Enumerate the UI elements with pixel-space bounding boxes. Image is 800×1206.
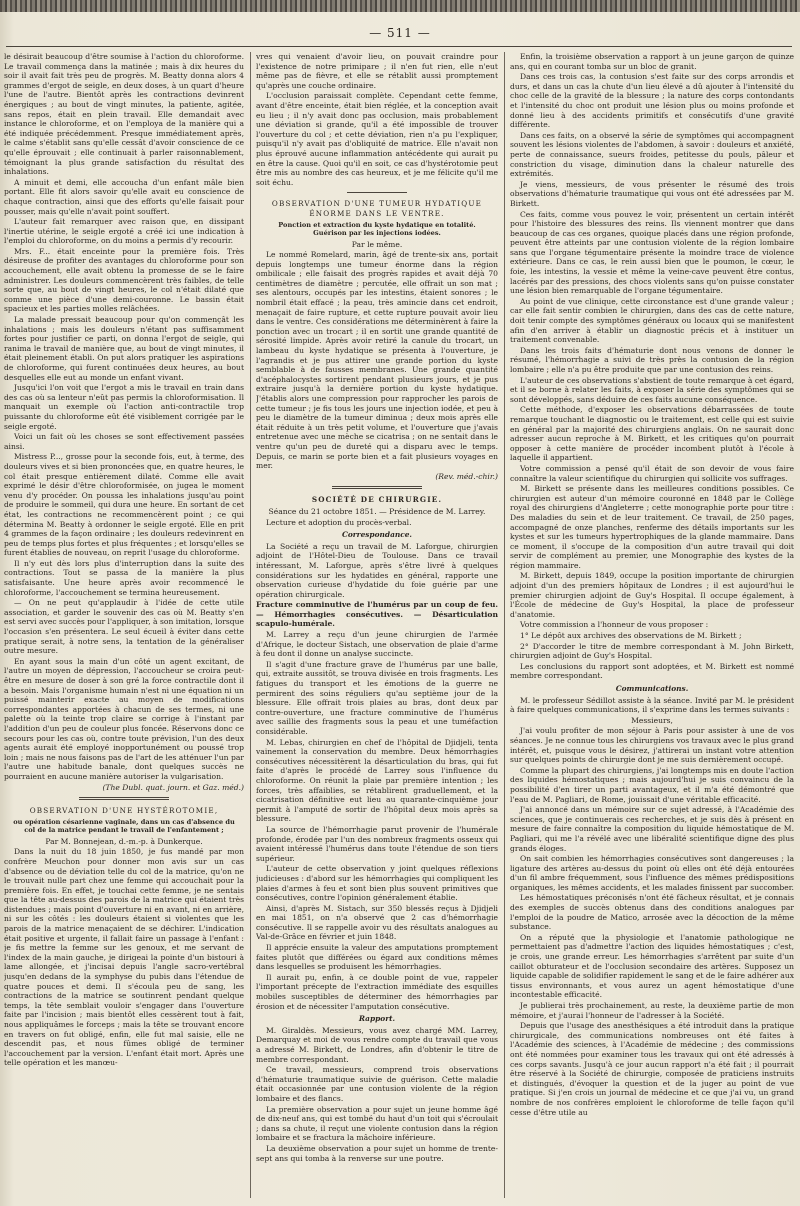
paragraph: Au point de vue clinique, cette circonstance est d'une grande valeur ; car elle fait sentir combien le chirurgien, dans des cas de cette nature, doit tenir compte des symptômes généraux ou locaux qui se manifestent afin d'en arriver à établir un diagnostic précis et à instituer un traitement convenable. [510, 296, 794, 345]
paragraph: vres qui venaient d'avoir lieu, on pouvait craindre pour l'existence de notre primipare ; il n'en fut rien, elle n'eut même pas de fièvre, et elle se rétablit aussi promptement qu'après une couche ordinaire. [256, 52, 498, 90]
paragraph: Dans ces trois cas, la contusion s'est faite sur des corps arrondis et durs, et dans un cas la chute d'un lieu élevé a dû ajouter à l'intensité du choc celle de la gravité de la blessure ; la nature des corps contondants et l'intensité du choc ont produit une lésion plus ou moins profonde et donné lieu à des accidents primitifs et consécutifs d'une gravité différente. [510, 72, 794, 130]
paragraph: M. Birkett se présente dans les meilleures conditions possibles. Ce chirurgien est auteur d'un mémoire couronné en 1848 par le Collège royal des chirurgiens d'Angleterre ; cette monographie porte pour titre : Des maladies du sein et de leur traitement. Ce travail, de 250 pages, accompagné de onze planches, renferme des détails importants sur les kystes et sur les tumeurs hypertrophiques de la glande mammaire. Dans ce moment, il s'occupe de la composition d'un autre travail qui doit servir de complément au premier, une Monographie des kystes de la région mammaire. [510, 484, 794, 570]
paragraph: M. Birkett, depuis 1849, occupe la position importante de chirurgien adjoint d'un des premiers hôpitaux de Londres ; il est aujourd'hui le premier chirurgien adjoint de Guy's Hospital. Il occupe également, à l'École de médecine de Guy's Hospital, la place de professeur d'anatomie. [510, 571, 794, 619]
paragraph: En ayant sous la main d'un côté un agent excitant, de l'autre un moyen de dépression, l'accoucheur se croira peut-être en mesure de doser à son gré la force contractile dont il a besoin. Mais l'organisme humain n'est ni une équation ni un puissé mainterir exacte au moyen de modifications correspondantes apportées à chacun de ses termes, ni une palette où la teinte trop claire se corrige à l'instant par l'addition d'un peu de couleur plus foncée. Réservons donc ce secours pour les cas où, contre toute prévision, l'un des deux agents aurait été employé inopportunément ou poussé trop loin ; mais ne nous faisons pas de l'art de les atténuer l'un par l'autre une habitude banale, dont quelques succès ne pourraient en aucune manière autoriser la vulgarisation. [4, 656, 244, 781]
paragraph: Les hémostatiques préconisés n'ont été fâcheux résultat, et je connais des exemples de succès obtenus dans des conditions analogues par l'emploi de la poudre de Matico, arrosée avec la décoction de la même substance. [510, 893, 794, 932]
column-3 [510, 52, 794, 1198]
paragraph: Ces faits, comme vous pouvez le voir, présentent un certain intérêt pour l'histoire des blessures des reins. Ils viennent montrer que dans beaucoup de cas ces organes, quoique placés dans une région profonde, peuvent être atteints par une contusion violente de la région lombaire sans que l'organe tégumentaire présente la moindre trace de violence extérieure. Dans ce cas, le rein aussi bien que le poumon, le cœur, le foie, les intestins, la vessie et même la veine-cave peuvent être contus, lacérés par des pressions, des chocs violents sans qu'on puisse constater une lésion bien remarquable de l'organe tégumentaire. [510, 209, 794, 296]
header-rule [6, 46, 792, 47]
paragraph: 2° D'accorder le titre de membre correspondant à M. John Birkett, chirurgien adjoint de Guy's Hospital. [510, 641, 794, 661]
paragraph: Il n'y eut dès lors plus d'interruption dans la suite des contractions. Tout se passa de la manière la plus satisfaisante. Une heure après avoir recommencé le chloroforme, l'accouchement se termina heureusement. [4, 558, 244, 597]
paragraph: Il aurait pu, enfin, à ce double point de vue, rappeler l'important précepte de l'extraction immédiate des esquilles mobiles susceptibles de déterminer des hémorrhagies par érosion et de nécessiter l'amputation consécutive. [256, 972, 498, 1011]
paragraph: Le nommé Romelard, marin, âgé de trente-six ans, portait depuis longtemps une tumeur énorme dans la région ombilicale ; elle faisait des progrès rapides et avait déjà 70 centimètres de diamètre ; percutée, elle offrait un son mat ; ses alentours, occupés par les intestins, étaient sonores ; le nombril était effacé ; la peau, très amincie dans cet endroit, menaçait de faire rupture, et cette rupture pouvait avoir lieu dans le ventre. Ces considérations me déterminèrent à faire la ponction avec un trocart ; il en sortit une grande quantité de sérosité limpide. Après avoir retiré la canule du trocart, un lambeau du kyste hydatique se présenta à l'ouverture, je l'agrandis et je pus attirer une grande portion du kyste semblable à de fausses membranes. Une grande quantité d'acéphalocystes sortirent pendant plusieurs jours, et je pus extraire jusqu'à la dernière portion du kyste hydatique. J'établis alors une compression pour rapprocher les parois de cette tumeur ; je fis tous les jours une injection iodée, et peu à peu le diamètre de la tumeur diminua ; deux mois après elle était réduite à un très petit volume, et l'ouverture que j'avais entretenue avec une mèche se cicatrisa ; on ne sentait dans le ventre qu'un peu de dureté qui a disparu avec le temps. Depuis, ce marin se porte bien et a fait plusieurs voyages en mer. [256, 250, 498, 471]
paragraph: M. Giraldès. Messieurs, vous avez chargé MM. Larrey, Demarquay et moi de vous rendre compte du travail que vous a adressé M. Birkett, de Londres, afin d'obtenir le titre de membre correspondant. [256, 1025, 498, 1064]
column-separator [250, 52, 251, 1198]
paragraph: On sait combien les hémorrhagies consécutives sont dangereuses ; la ligature des artères au-dessus du point où elles ont été déjà entourées d'un fil ambre fréquemment, sous l'influence des mêmes prédispositions organiques, les mêmes accidents, et les malades finissent par succomber. [510, 854, 794, 892]
binding-edge [0, 0, 800, 12]
paragraph: Les conclusions du rapport sont adoptées, et M. Birkett est nommé membre correspondant. [510, 661, 794, 681]
paragraph: Comme la plupart des chirurgiens, j'ai longtemps mis en doute l'action des liquides hémostatiques ; mais aujourd'hui je suis convaincu de la possibilité d'en tirer un parti avantageux, et il m'a été démontré que l'eau de M. Pagliari, de Rome, jouissait d'une véritable efficacité. [510, 765, 794, 804]
paragraph: La malade pressait beaucoup pour qu'on commençât les inhalations ; mais les douleurs n'étant pas suffisamment fortes pour justifier ce parti, on donna l'ergot de seigle, qui ranima le travail de manière que, au bout de vingt minutes, il était pleinement établi. On put alors pratiquer les aspirations de chloroforme, qui furent continuées deux heures, au bout desquelles elle eut au monde un enfant vivant. [4, 315, 244, 382]
paragraph: Je viens, messieurs, de vous présenter le résumé des trois observations d'hématurie traumatique qui vous ont été adressées par M. Birkett. [510, 179, 794, 208]
col1-body [4, 52, 244, 792]
paragraph: M. Larrey a reçu d'un jeune chirurgien de l'armée d'Afrique, le docteur Sistach, une observation de plaie d'arme à feu dont il donne un analyse succincte. [256, 630, 498, 659]
source-citation: (Rev. méd.-chir.) [435, 471, 498, 481]
paragraph: J'ai annoncé dans un mémoire sur ce sujet adressé, à l'Académie des sciences, que je continuerais ces recherches, et je suis dès à présent en mesure de faire connaître la composition du liquide hémostatique de M. Pagliari, qui me l'a révélé avec une libéralité scientifique digne des plus grands éloges. [510, 805, 794, 853]
page-number: — 511 — [369, 26, 431, 40]
paragraph: Mistress P..., grosse pour la seconde fois, eut, à terme, des douleurs vives et si bien prononcées que, en quatre heures, le col était presque entièrement dilaté. Comme elle avait exprimé le désir d'être chloroformisée, on jugea le moment venu d'y procéder. On poussa les inhalations jusqu'au point de produire le sommeil, qui dura une heure. En sortant de cet état, les contractions ne recommencèrent point ; ce qui détermina M. Beatty à ordonner le seigle ergoté. Elle en prit 4 grammes de la façon ordinaire ; les douleurs redevinrent en peu de temps plus fortes et plus fréquentes ; et lorsqu'elles se furent établies de nouveau, on reprit l'usage du chloroforme. [4, 452, 244, 558]
column-2 [256, 52, 498, 1198]
article-author: Par M. Bonnejean, d.-m.-p. à Dunkerque. [45, 836, 203, 846]
paragraph: L'occlusion paraissait complète. Cependant cette femme, avant d'être enceinte, était bien réglée, et la conception avait eu lieu ; il n'y avait donc pas occlusion, mais probablement une déviation si grande, qu'il a été impossible de trouver l'ouverture du col ; et cette déviation, rien n'a pu l'expliquer, puisqu'il n'y avait pas d'obliquité de matrice. Elle n'avait non plus éprouvé aucune inflammation antécédente qui aurait pu en être la cause. Quoi qu'il en soit, ce cas d'hystérotomie peut être mis au nombre des cas heureux, et je me félicite qu'il me soit échu. [256, 91, 498, 187]
paragraph: Je publierai très prochainement, au reste, la deuxième partie de mon mémoire, et j'aurai l'honneur de l'adresser à la Société. [510, 1001, 794, 1020]
subsection-heading: Correspondance. [341, 530, 413, 540]
subsection-heading: Fracture comminutive de l'humérus par un coup de feu. — Hémorrhagies consécutives. — Désarticulation scapulo-humérale. [256, 600, 498, 629]
paragraph: L'auteur de cette observation y joint quelques réflexions judicieuses : d'abord sur les hémorrhagies qui compliquent les plaies d'armes à feu et sont bien plus souvent primitives que consécutives, contre l'opinion généralement établie. [256, 864, 498, 903]
paragraph: Ce travail, messieurs, comprend trois observations d'hématurie traumatique suivie de guérison. Cette maladie était occasionnée par une contusion violente de la région lombaire et des flancs. [256, 1065, 498, 1103]
paragraph: A minuit et demi, elle accoucha d'un enfant mâle bien portant. Elle fit alors savoir qu'elle avait eu conscience de chaque contraction, ainsi que des efforts qu'elle faisait pour pousser, mais qu'elle n'avait point souffert. [4, 177, 244, 216]
article-title: OBSERVATION D'UNE HYSTÉROTOMIE, [29, 806, 219, 816]
paragraph: Il apprécie ensuite la valeur des amputations promptement faites plutôt que différées ou égard aux conditions mêmes dans lesquelles se produisent les hémorrhagies. [256, 943, 498, 972]
paragraph: Dans les trois faits d'hématurie dont nous venons de donner le résumé, l'hémorrhagie a suivi de très près la contusion de la région lombaire ; elle n'a pu être produite que par une contusion des reins. [510, 345, 794, 374]
paragraph: Voici un fait où les choses se sont effectivement passées ainsi. [4, 432, 244, 451]
society-title: SOCIÉTÉ DE CHIRURGIE. [311, 495, 443, 505]
paragraph: — On ne peut qu'applaudir à l'idée de cette utile association, et garder le souvenir des cas où M. Beatty s'en est servi avec succès pour l'appliquer, à son imitation, lorsque l'occasion s'en présentera. Le seul écueil à éviter dans cette pratique serait, à notre sens, la tentation de la généraliser outre mesure. [4, 598, 244, 656]
paragraph: M. le professeur Sédillot assiste à la séance. Invité par M. le président à faire quelques communications, il s'exprime dans les termes suivants : [510, 695, 794, 715]
paragraph: Votre commission a l'honneur de vous proposer : [520, 620, 709, 630]
paragraph: J'ai voulu profiter de mon séjour à Paris pour assister à une de vos séances. Je ne connue tous les chirurgiens vos travaux avec le plus grand intérêt, et, puisque vous le désirez, j'attirerai un instant votre attention sur quelques points de chirurgie dont je me suis dernièrement occupé. [510, 726, 794, 765]
paragraph: Ainsi, d'après M. Sistach, sur 350 blessés reçus à Djidjeli en mai 1851, on n'a observé que 2 cas d'hémorrhagie consécutive. Il se rappelle avoir vu des résultats analogues au Val-de-Grâce en février et juin 1848. [256, 903, 498, 942]
paragraph: Dans la nuit du 18 juin 1850, je fus mandé par mon confrère Meuchon pour donner mon avis sur un cas d'absence ou de déviation telle du col de la matrice, qu'on ne le trouvait nulle part chez une femme qui accouchait pour la première fois. En effet, je touchai cette femme, je ne sentais que la tête au-dessus des parois de la matrice qui étaient très distendues ; mais point d'ouverture ni en avant, ni en arrière, ni sur les côtés : les douleurs étaient si violentes que les parois de la matrice menaçaient de se déchirer. L'indication était positive et urgente, il fallait faire un passage à l'enfant : je fis mettre la femme sur les genoux, et me servant de l'index de la main gauche, je dirigeai la pointe d'un bistouri à lame allongée, et j'incisai depuis l'angle sacro-vertébral jusqu'en dedans de la symphyse du pubis dans l'étendue de quatre pouces et demi. Il s'écoula peu de sang, les contractions de la matrice se soutinrent pendant quelque temps, la tête semblait vouloir s'engager dans l'ouverture faite par l'incision ; mais bientôt elles cessèrent tout à fait, nous appliquâmes le forceps ; mais la tête se trouvant encore en travers on fut obligé, enfin, elle fut mal saisie, elle ne descendit pas, et nous fûmes obligé de terminer l'accouchement par la version. L'enfant était mort. Après une telle opération et les manœu- [4, 847, 244, 1068]
paragraph: Enfin, la troisième observation a rapport à un jeune garçon de quinze ans, qui en courant tomba sur un bloc de granit. [510, 52, 794, 71]
article-subtitle: ou opération césarienne vaginale, dans un cas d'absence du col de la matrice pendant le travail de l'enfantement ; [13, 817, 235, 834]
paragraph: Depuis que l'usage des anesthésiques a été introduit dans la pratique chirurgicale, des communications nombreuses ont été faites à l'Académie des sciences, à l'Académie de médecine ; des commissions ont été nommées pour examiner tous les travaux qui ont été adressés à ces corps savants. Jusqu'à ce jour aucun rapport n'a été fait ; il pourrait être réservé à la Société de chirurgie, composée de praticiens instruits et distingués, d'évoquer la question et de la juger au point de vue pratique. Si j'en crois un journal de médecine et ce que j'ai vu, un grand nombre de nos confrères emploient le chloroforme de telle façon qu'il cesse d'être utile au [510, 1021, 794, 1117]
section-divider [347, 192, 407, 193]
paragraph: le désirait beaucoup d'être soumise à l'action du chloroforme. Le travail commença dans la matinée ; mais à dix heures du soir il avait fait très peu de progrès. M. Beatty donna alors 4 grammes d'ergot de seigle, en deux doses, à un quart d'heure l'une de l'autre. Bientôt après les contractions devinrent énergiques ; au bout de vingt minutes, la patiente, agitée, sans repos, était en plein travail. Elle demandait avec instance le chloroforme, et on l'employa de la manière qui a été indiquée précédemment. Presque immédiatement après, le calme s'établit sans qu'elle cessât d'avoir conscience de ce qu'elle éprouvait ; elle continuait à parler raisonnablement, témoignant la plus grande satisfaction du résultat des inhalations. [4, 52, 244, 177]
article-title: OBSERVATION D'UNE TUMEUR HYDATIQUE ÉNORME DANS LE VENTRE. [271, 199, 483, 218]
paragraph: 1° Le dépôt aux archives des observations de M. Birkett ; [520, 631, 742, 641]
subsection-heading: Rapport. [358, 1014, 396, 1024]
paragraph: La source de l'hémorrhagie parut provenir de l'humérale profonde, érodée par l'un des nombreux fragments osseux qui avaient intéressé l'humérus dans toute l'étendue de son tiers supérieur. [256, 824, 498, 863]
paragraph: M. Lebas, chirurgien en chef de l'hôpital de Djidjeli, tenta vainement la conservation du membre. Deux hémorrhagies consécutives nécessitèrent la désarticulation du bras, qui fut faite d'après le procédé de Larrey sous l'influence du chloroforme. On réunit la plaie par première intention ; les forces, très affaiblies, se rétablirent graduellement, et la cicatrisation définitive eut lieu au quarante-cinquième jour permit à l'amputé de sortir de l'hôpital deux mois après sa blessure. [256, 737, 498, 824]
paragraph: Dans ces faits, on a observé la série de symptômes qui accompagnent souvent les lésions violentes de l'abdomen, à savoir : douleurs et anxiété, perte de connaissance, sueurs froides, petitesse du pouls, pâleur et constriction du visage, diminution dans la chaleur naturelle des extrémités. [510, 130, 794, 179]
paragraph: Votre commission a pensé qu'il était de son devoir de vous faire connaître la valeur scientifique du chirurgien qui sollicite vos suffrages. [510, 463, 794, 483]
source-citation: (The Dubl. quat. journ. et Gaz. méd.) [102, 782, 244, 792]
paragraph: La première observation a pour sujet un jeune homme âgé de dix-neuf ans, qui est tombé du haut d'un toit qui s'écroulait ; dans sa chute, il reçut une violente contusion dans la région lombaire et se fractura la mâchoire inférieure. [256, 1104, 498, 1143]
paragraph: L'auteur de ces observations s'abstient de toute remarque à cet égard, et il se borne à relater les faits, à exposer la série des symptômes qui se sont développés, sans déduire de ces faits aucune conséquence. [510, 375, 794, 404]
paragraph: L'auteur fait remarquer avec raison que, en dissipant l'inertie utérine, le seigle ergoté a créé ici une indication à l'emploi du chloroforme, on du moins a permis d'y recourir. [4, 217, 244, 246]
session-date: Séance du 21 octobre 1851. — Présidence de M. Larrey. [268, 506, 486, 516]
paragraph: Jusqu'ici l'on voit que l'ergot a mis le travail en train dans des cas où sa lenteur n'eût pas permis la chloroformisation. Il manquait un exemple où l'action anti-contractile trop puissante du chloroforme eût été visiblement corrigée par le seigle ergoté. [4, 383, 244, 431]
paragraph: Mrs. F... était enceinte pour la première fois. Très désireuse de profiter des avantages du chloroforme pour son accouchement, elle avait obtenu la promesse de se le faire administrer. Les douleurs commencèrent très faibles, de telle sorte que, au bout de vingt heures, le col n'était dilaté que comme une pièce d'une demi-couronne. Le bassin était spacieux et les parties molles relâchées. [4, 246, 244, 314]
article-author: Par le même. [351, 239, 403, 249]
paragraph: On a réputé que la physiologie et l'anatomie pathologique ne permettaient pas d'admettre l'action des liquides hémostatiques ; c'est, je crois, une grande erreur. Les hémorrhagies s'arrêtent par suite d'un caillot obturateur et de l'occlusion secondaire des artères. Supposez un liquide capable de solidifier rapidement le sang et de le faire adhérer aux tissus environnants, et vous aurez un agent hémostatique d'une incontestable efficacité. [510, 932, 794, 1000]
paragraph: Messieurs, [631, 715, 673, 725]
subsection-heading: Communications. [615, 684, 689, 693]
column-separator [504, 52, 505, 1198]
paragraph: Lecture et adoption du procès-verbal. [266, 517, 412, 527]
section-divider [79, 797, 169, 800]
article-subtitle: Ponction et extraction du kyste hydatique en totalité. Guérison par les injections iodées. [278, 220, 476, 237]
paragraph: Cette méthode, d'exposer les observations débarrassées de toute remarque touchant le diagnostic ou le traitement, est celle qui est suivie en général par la majorité des chirurgiens anglais. On ne saurait donc adresser aucun reproche à M. Birkett, et les critiques qu'on pourrait opposer à cette manière de procéder incombent plutôt à l'école à laquelle il appartient. [510, 405, 794, 463]
paragraph: La deuxième observation a pour sujet un homme de trente-sept ans qui tomba à la renverse sur une poutre. [256, 1143, 498, 1163]
section-divider [332, 486, 422, 489]
paragraph: Il s'agit d'une fracture grave de l'humérus par une balle, qui, extraite aussitôt, se trouva divisée en trois fragments. Les fatigues du transport et les émotions de la guerre ne permirent des soins réguliers qu'au septième jour de la blessure. Elle offrait trois plaies au bras, dont deux par contre-ouverture, une fracture comminutive de l'humérus avec saillie des fragments sous la peau et une tuméfaction considérable. [256, 659, 498, 736]
column-1 [4, 52, 244, 1198]
paragraph: La Société a reçu un travail de M. Laforgue, chirurgien adjoint de l'Hôtel-Dieu de Toulouse. Dans ce travail intéressant, M. Laforgue, après s'être livré à quelques considérations sur les hydatides en général, rapporte une observation curieuse d'hydatide du foie guérie par une opération chirurgicale. [256, 541, 498, 599]
